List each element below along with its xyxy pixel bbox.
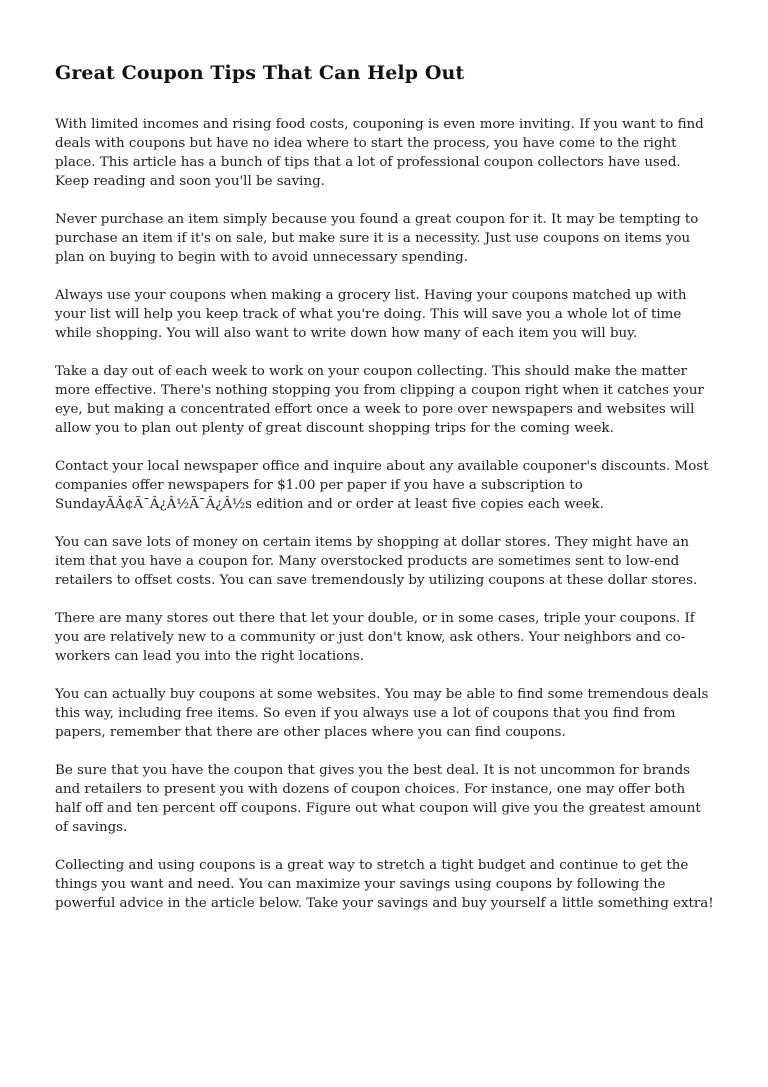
paragraph-intro: With limited incomes and rising food costs, couponing is even more inviting. If you want to find deals with coupons but have no idea where to start the process, you have come to the right place. This article has a bunch of tips that a lot of professional coupon collectors have used. Keep reading and soon you'll be saving. — [55, 117, 704, 189]
paragraph-buy-coupons-online: You can actually buy coupons at some websites. You may be able to find some tremendous deals this way, including free items. So even if you always use a lot of coupons that you find from papers, remember that there are other places where you can find coupons. — [55, 687, 709, 740]
paragraph-avoid-unnecessary: Never purchase an item simply because you found a great coupon for it. It may be tempting to purchase an item if it's on sale, but make sure it is a necessity. Just use coupons on items you plan on buying to begin with to avoid unnecessary spending. — [55, 212, 699, 265]
paragraph-best-deal: Be sure that you have the coupon that gives you the best deal. It is not uncommon for brands and retailers to present you with dozens of coupon choices. For instance, one may offer both half off and ten percent off coupons. Figure out what coupon will give you the greatest amount of savings. — [55, 763, 701, 835]
paragraph-conclusion: Collecting and using coupons is a great way to stretch a tight budget and continue to get the things you want and need. You can maximize your savings using coupons by following the powerful advice in the article below. Take your savings and buy yourself a little something extra! — [55, 858, 714, 911]
paragraph-newspaper-discounts: Contact your local newspaper office and inquire about any available couponer's discounts. Most companies offer newspapers for $1.00 per paper if you have a subscription to SundayÃÂ¢Ã¯Â¿Â½Ã¯Â¿Â½s edition and or order at least five copies each week. — [55, 459, 709, 512]
page-title: Great Coupon Tips That Can Help Out — [55, 62, 465, 84]
paragraph-grocery-list: Always use your coupons when making a grocery list. Having your coupons matched up with your list will help you keep track of what you're doing. This will save you a whole lot of time while shopping. You will also want to write down how many of each item you will buy. — [55, 288, 687, 341]
article-body — [55, 60, 715, 932]
paragraph-dollar-stores: You can save lots of money on certain items by shopping at dollar stores. They might have an item that you have a coupon for. Many overstocked products are sometimes sent to low-end retailers to offset costs. You can save tremendously by utilizing coupons at these dollar stores. — [55, 535, 698, 588]
paragraph-weekly-collecting: Take a day out of each week to work on your coupon collecting. This should make the matter more effective. There's nothing stopping you from clipping a coupon right when it catches your eye, but making a concentrated effort once a week to pore over newspapers and websites will allow you to plan out plenty of great discount shopping trips for the coming week. — [55, 364, 704, 436]
paragraph-double-coupons: There are many stores out there that let your double, or in some cases, triple your coupons. If you are relatively new to a community or just don't know, ask others. Your neighbors and co-workers can lead you into the right locations. — [55, 611, 695, 664]
